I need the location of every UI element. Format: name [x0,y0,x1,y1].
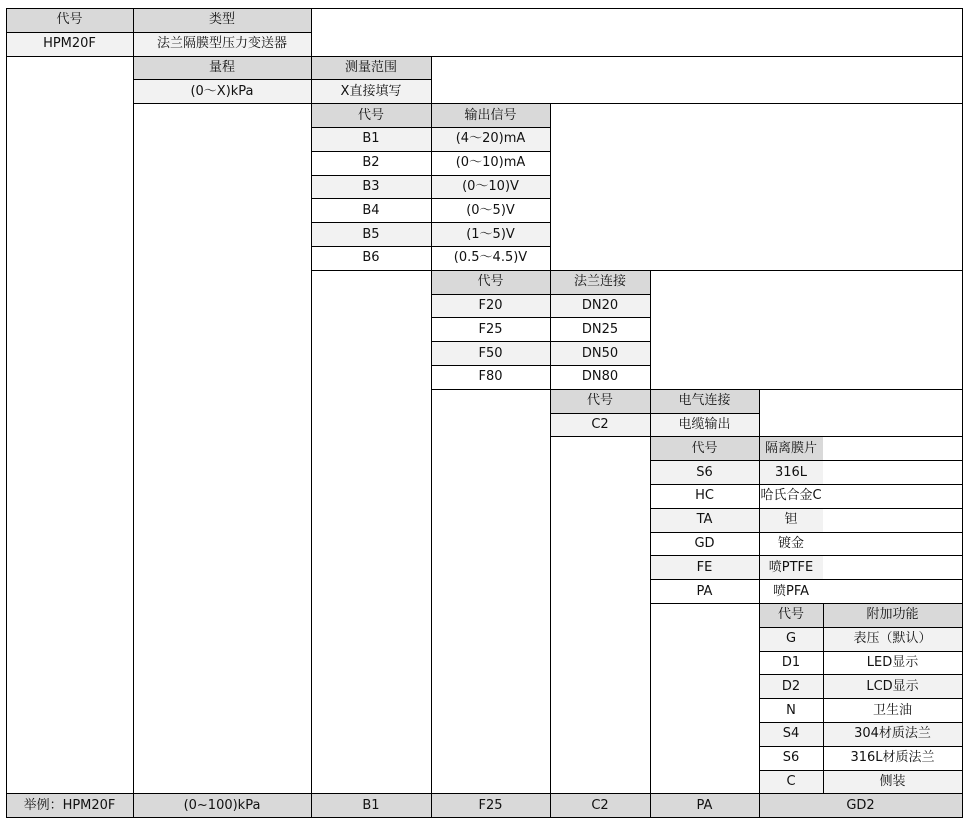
grid-hline [431,389,963,390]
diaphragm-value-cell: 哈氏合金C [760,488,822,504]
electrical-name-header: 电气连接 [650,389,759,413]
grid-hline [650,603,963,604]
grid-hline [6,32,312,33]
output-name-header: 输出信号 [431,103,550,127]
output-code-cell: B4 [362,202,380,218]
grid-hline [759,770,963,771]
grid-vline [133,8,134,818]
diaphragm-code-cell: S6 [650,460,759,484]
grid-hline [650,460,963,461]
output-value-cell: (0～5)V [466,202,515,218]
diaphragm-name-header: 隔离膜片 [759,436,823,460]
grid-vline [759,389,760,818]
grid-vline [550,103,551,818]
extra-code-header: 代号 [759,603,823,627]
range-code-cell: X直接填写 [311,79,431,103]
extra-value-cell: 侧装 [823,770,962,794]
grid-hline [133,79,432,80]
base-type-cell: 法兰隔膜型压力变送器 [133,32,311,56]
flange-value-cell: DN80 [581,369,619,385]
example-cell: C2 [550,793,650,817]
range-value-cell: (0～X)kPa [133,79,311,103]
diaphragm-code-cell: FE [650,555,759,579]
flange-value-cell: DN50 [550,341,650,365]
grid-hline [650,532,963,533]
example-cell: 举例：HPM20F [6,793,133,817]
grid-hline [431,317,651,318]
extra-code-cell: G [759,627,823,651]
grid-vline [311,8,312,57]
output-value-cell: (0.5～4.5)V [453,250,528,266]
base-type-header: 类型 [133,8,311,32]
range-header: 量程 [133,56,311,80]
grid-vline [311,56,312,819]
grid-hline [650,555,963,556]
diaphragm-code-header: 代号 [650,436,759,460]
flange-code-cell: F20 [431,294,550,318]
diaphragm-value-cell: 喷PTFE [759,555,823,579]
extra-code-cell: N [786,702,796,718]
grid-hline [550,436,963,437]
diaphragm-value-cell: 钽 [759,508,823,532]
output-code-header: 代号 [311,103,431,127]
grid-hline [650,484,963,485]
grid-hline [6,8,963,9]
output-value-cell: (4～20)mA [431,127,550,151]
grid-vline [823,603,824,794]
grid-hline [311,270,963,271]
grid-hline [759,698,963,699]
extra-value-cell: 表压（默认） [823,627,962,651]
flange-code-cell: F50 [431,341,550,365]
diaphragm-value-cell: 喷PFA [772,583,810,599]
extra-code-cell: S4 [759,722,823,746]
flange-name-header: 法兰连接 [550,270,650,294]
grid-hline [431,294,651,295]
extra-value-cell: LCD显示 [823,674,962,698]
range-code-header: 测量范围 [311,56,431,80]
grid-vline [431,56,432,819]
grid-hline [431,365,651,366]
extra-value-cell: 316L材质法兰 [850,750,935,766]
example-cell: (0~100)kPa [133,793,311,817]
extra-code-cell: C [759,770,823,794]
grid-hline [6,793,963,794]
example-cell: F25 [431,793,550,817]
grid-vline [6,8,7,818]
grid-hline [6,817,963,818]
flange-value-cell: DN20 [550,294,650,318]
diaphragm-value-cell: 镀金 [777,535,804,551]
grid-hline [6,56,963,57]
grid-hline [650,579,963,580]
extra-code-cell: D2 [759,674,823,698]
base-code-header: 代号 [6,8,133,32]
output-code-cell: B1 [311,127,431,151]
extra-code-cell: S6 [782,750,800,766]
diaphragm-code-cell: HC [695,488,714,504]
grid-hline [650,508,963,509]
example-cell: B1 [311,793,431,817]
grid-hline [759,651,963,652]
extra-value-cell: 卫生油 [872,702,912,718]
output-value-cell: (0～10)V [431,175,550,199]
flange-value-cell: DN25 [581,321,619,337]
electrical-value-cell: 电缆输出 [650,413,759,437]
extra-name-header: 附加功能 [823,603,962,627]
diaphragm-code-cell: GD [694,535,715,551]
example-cell: PA [650,793,759,817]
grid-hline [550,413,760,414]
diaphragm-code-cell: TA [650,508,759,532]
output-value-cell: (0～10)mA [455,155,526,171]
flange-code-cell: F25 [478,321,503,337]
output-code-cell: B3 [311,175,431,199]
extra-value-cell: LED显示 [866,654,919,670]
grid-vline [650,270,651,818]
flange-code-cell: F80 [478,369,503,385]
grid-hline [759,674,963,675]
grid-hline [431,341,651,342]
output-value-cell: (1～5)V [431,222,550,246]
electrical-code-header: 代号 [550,389,650,413]
grid-hline [759,722,963,723]
extra-value-cell: 304材质法兰 [823,722,962,746]
electrical-code-cell: C2 [550,413,650,437]
example-cell: GD2 [759,793,962,817]
output-code-cell: B2 [362,155,380,171]
grid-vline [962,8,963,818]
grid-hline [133,103,963,104]
diaphragm-code-cell: PA [696,583,713,599]
output-code-cell: B5 [311,222,431,246]
grid-hline [759,627,963,628]
flange-code-header: 代号 [431,270,550,294]
base-model-cell: HPM20F [6,32,133,56]
grid-hline [759,746,963,747]
output-code-cell: B6 [362,250,380,266]
extra-code-cell: D1 [781,654,801,670]
diaphragm-value-cell: 316L [759,460,823,484]
